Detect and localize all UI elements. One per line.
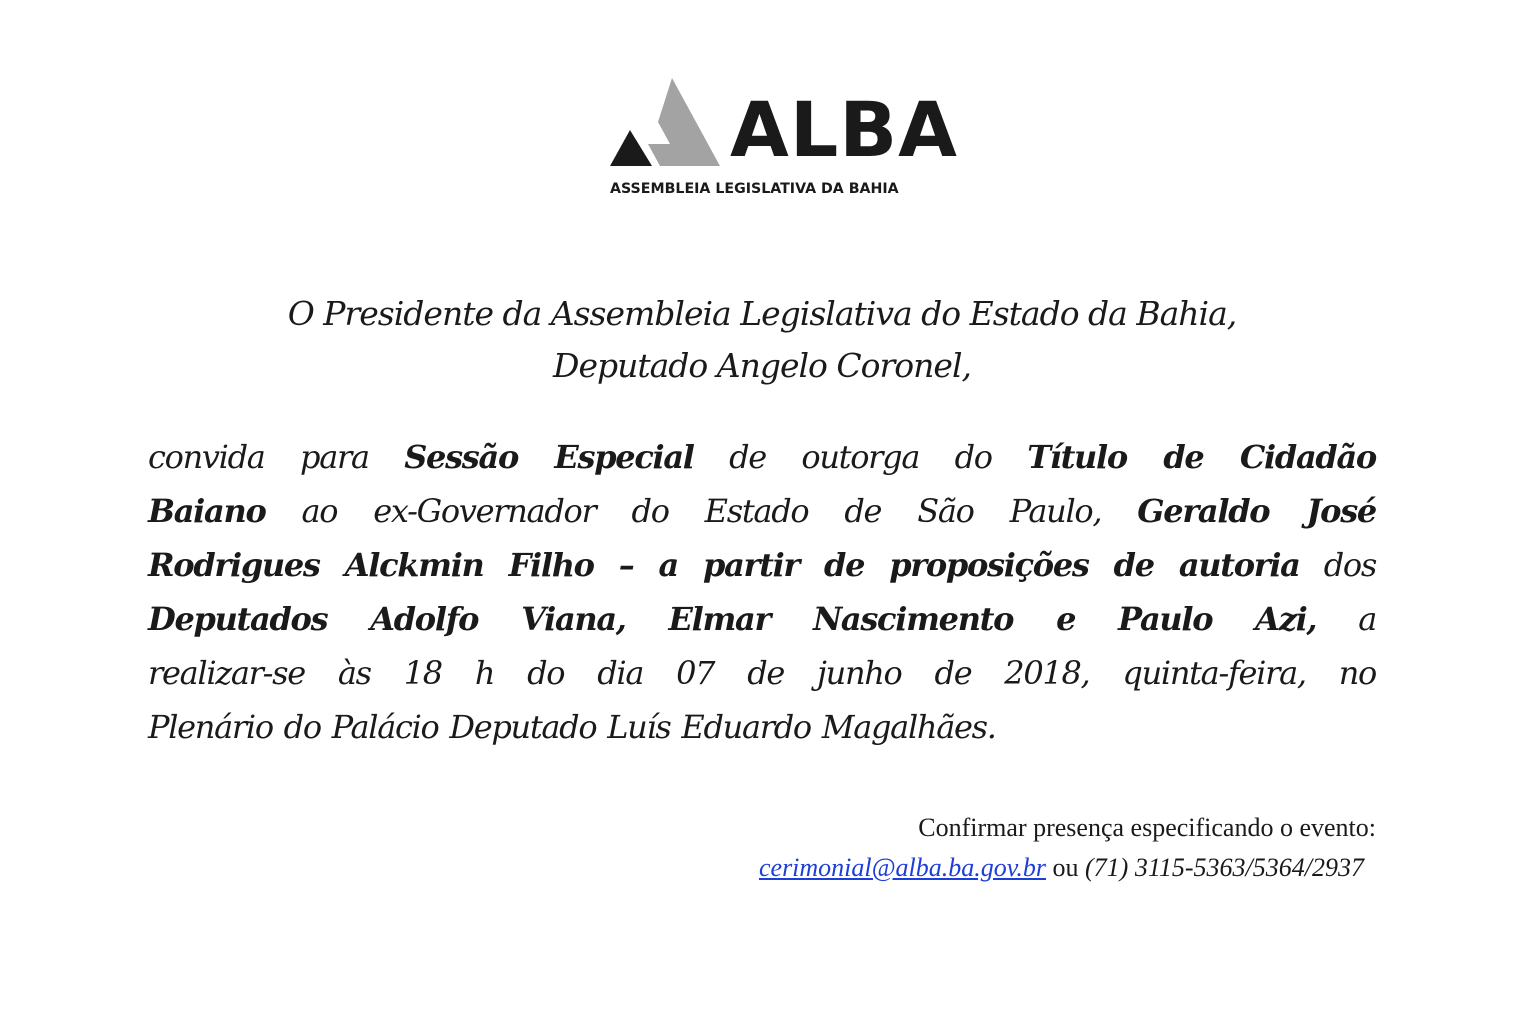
text-rodrigues: Rodrigues Alckmin Filho – a partir de proposições de autoria	[148, 546, 1300, 584]
intro-line-1: O Presidente da Assembleia Legislativa do Estado da Bahia,	[287, 294, 1237, 333]
text-dos: dos	[1299, 546, 1376, 584]
confirm-text: Confirmar presença especificando o evento:	[918, 813, 1376, 842]
text-sessao-especial: Sessão Especial	[404, 438, 694, 476]
logo-wordmark: ALBA	[730, 85, 958, 174]
text-convida: convida para	[148, 438, 405, 476]
invitation-line-1	[148, 430, 1376, 484]
text-ex-governador: ao ex-Governador do Estado de São Paulo,	[265, 492, 1138, 530]
confirmation-block	[560, 808, 1376, 888]
phone-numbers: (71) 3115-5363/5364/2937	[1085, 853, 1364, 882]
invitation-line-6: Plenário do Palácio Deputado Luís Eduardo Magalhães.	[148, 708, 996, 746]
invitation-line-2	[148, 484, 1376, 538]
invitation-line-3	[148, 538, 1376, 592]
alba-logo	[610, 78, 958, 203]
text-titulo-2: Baiano	[148, 492, 266, 530]
text-outorga: de outorga do	[693, 438, 1028, 476]
logo-subtitle: ASSEMBLEIA LEGISLATIVA DA BAHIA	[610, 181, 899, 197]
text-titulo-1: Título de Cidadão	[1027, 438, 1376, 476]
email-link[interactable]: cerimonial@alba.ba.gov.br	[758, 853, 1046, 882]
invitation-line-4	[148, 592, 1376, 646]
alba-triangle-icon	[610, 78, 730, 168]
invitation-paragraph	[148, 430, 1376, 754]
intro-line-2: Deputado Angelo Coronel,	[552, 346, 972, 385]
intro-block	[148, 288, 1376, 392]
text-deputados: Deputados Adolfo Viana, Elmar Nascimento e Paulo Azi,	[148, 600, 1317, 638]
invitation-line-5: realizar-se às 18 h do dia 07 de junho de 2018, quinta-feira, no	[148, 654, 1376, 692]
text-a: a	[1316, 600, 1376, 638]
text-geraldo: Geraldo José	[1137, 492, 1376, 530]
contact-row	[560, 848, 1376, 888]
text-ou: ou	[1046, 853, 1085, 882]
